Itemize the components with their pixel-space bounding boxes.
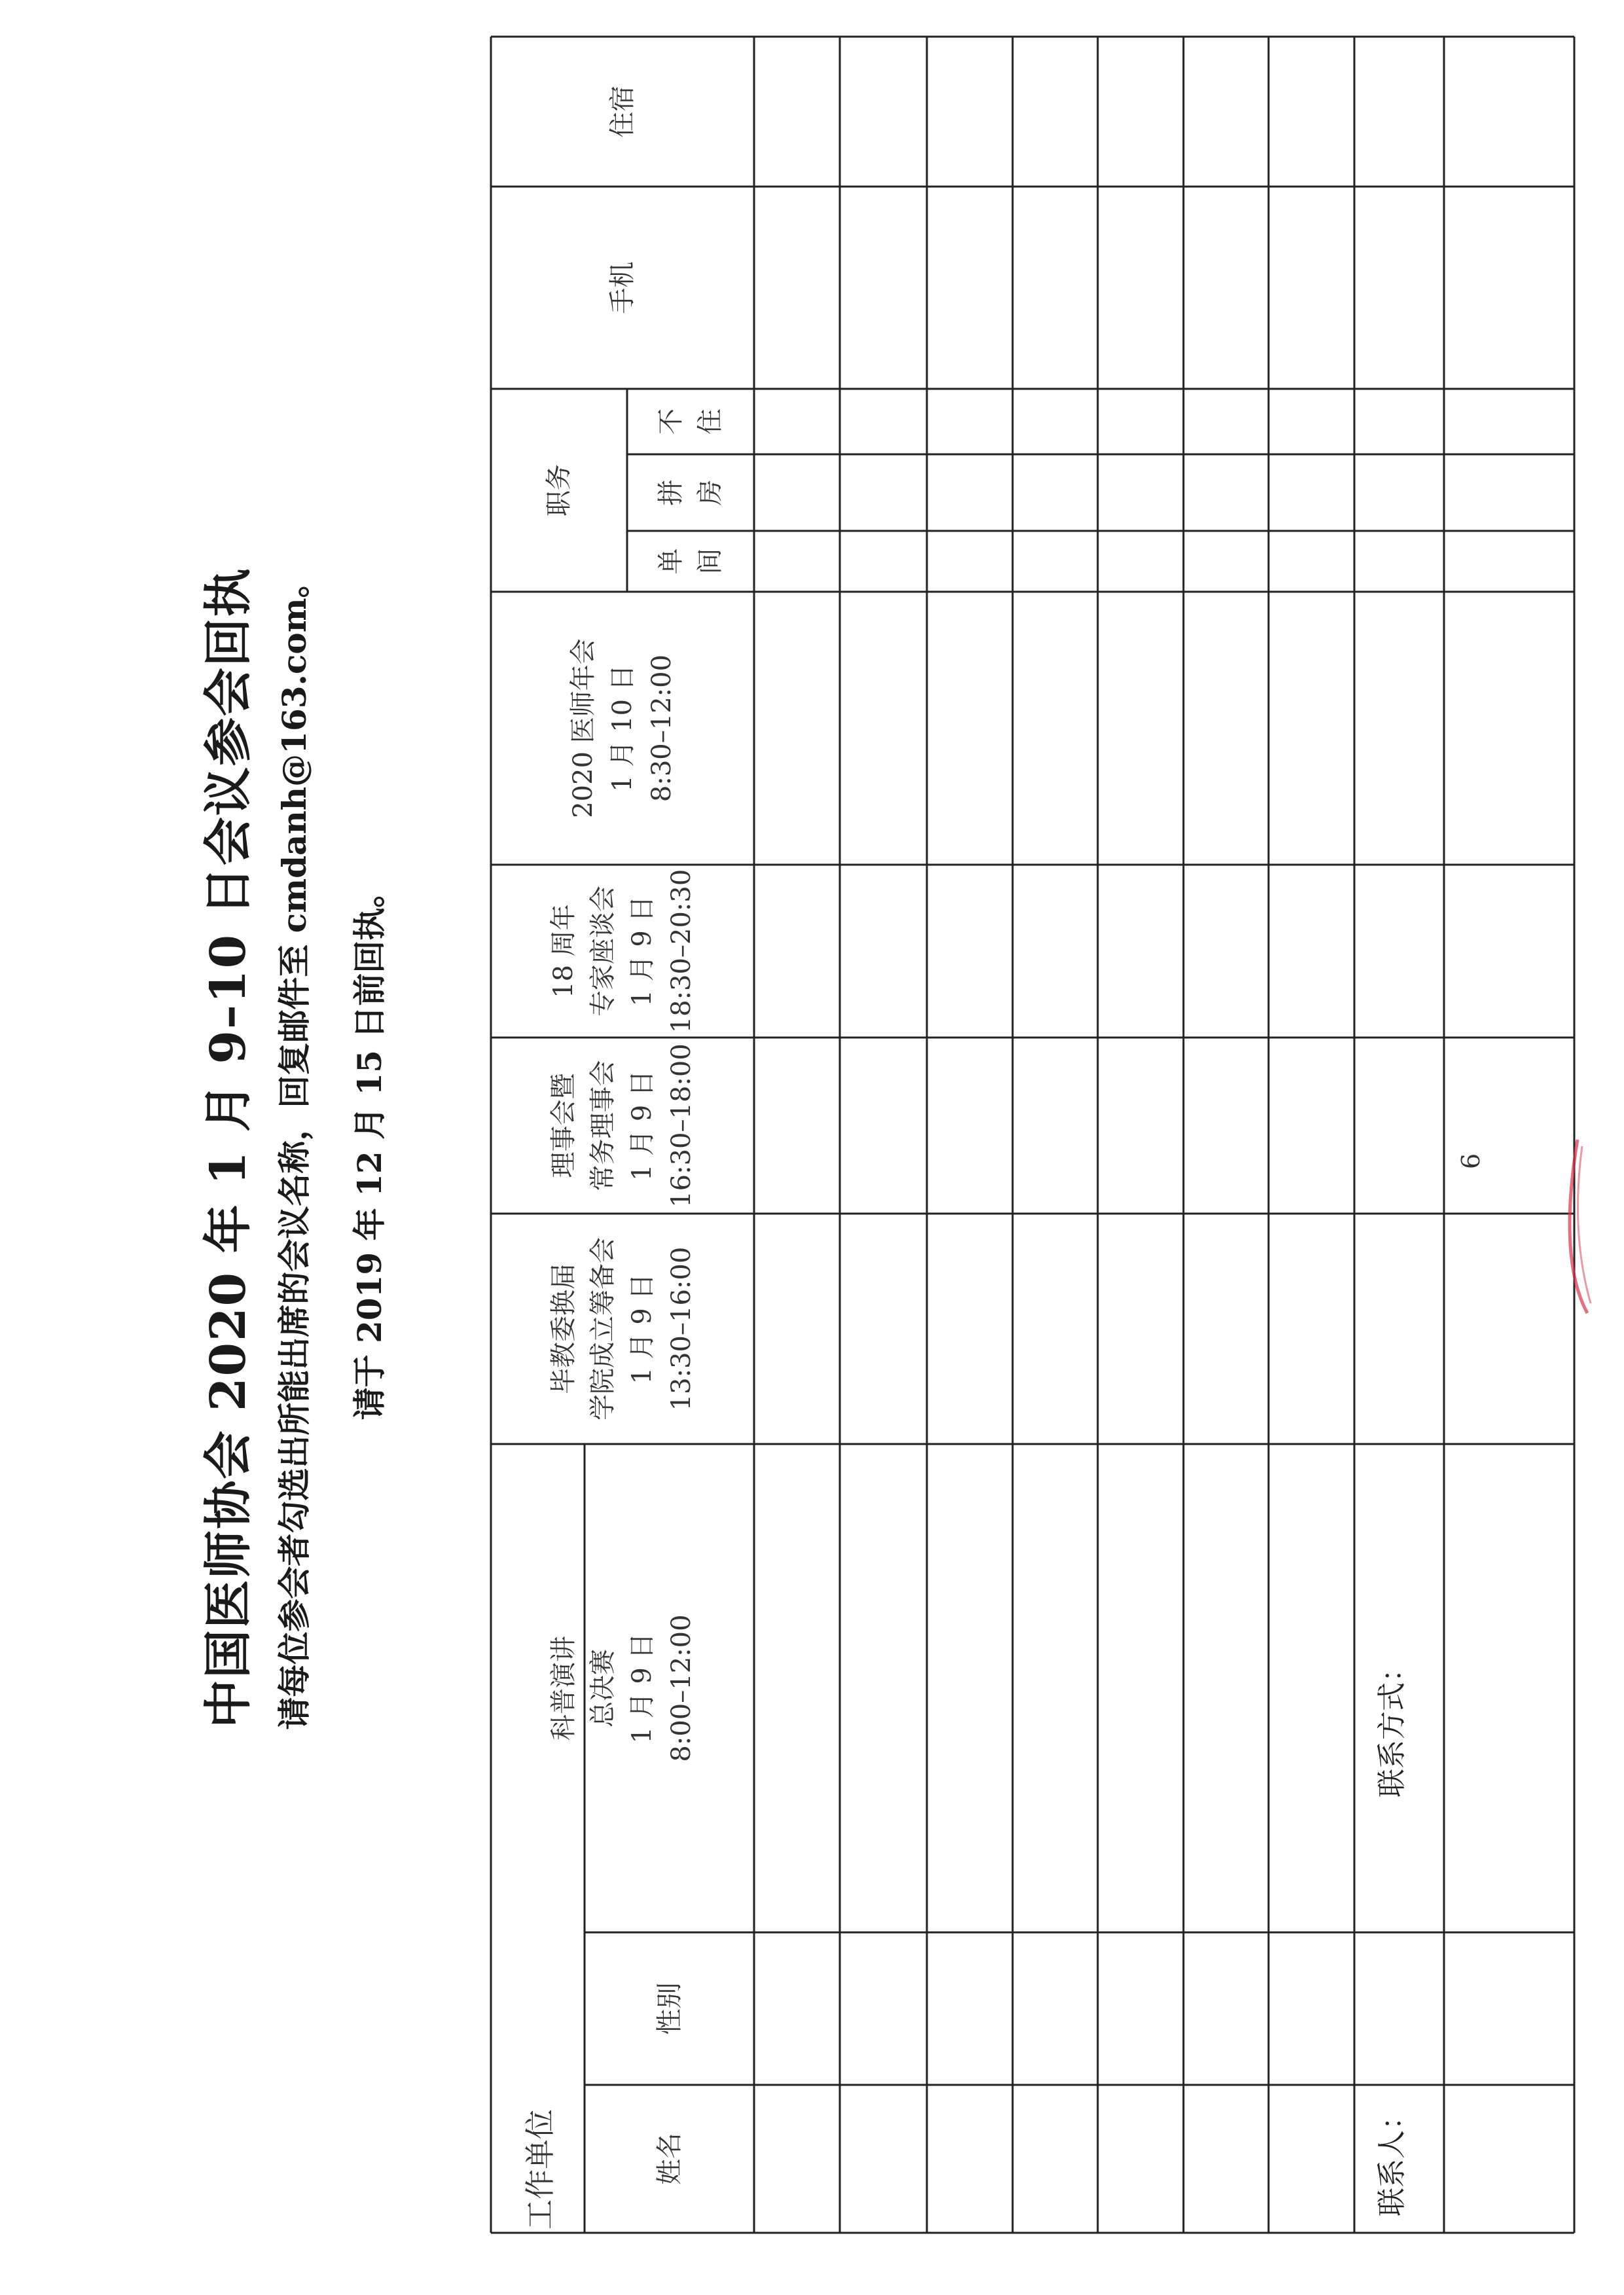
position-header: 职务 (544, 464, 574, 516)
lodging-header: 住宿 (607, 85, 638, 138)
contact-person-label: 联系人： (1375, 2101, 1409, 2216)
mobile-phone-header: 手机 (607, 261, 638, 314)
lodging-none-header: 不 住 (656, 408, 725, 435)
gender-header: 性别 (654, 1982, 685, 2035)
page-number: 6 (1456, 1153, 1485, 1169)
mobile-header: 单 间 (656, 548, 725, 575)
name-header: 姓名 (654, 2133, 685, 2185)
meeting-header-council: 理事会暨 常务理事会 1 月 9 日 16:30–18:00 (549, 1043, 696, 1208)
instruction-text: 请每位参会者勾选出所能出席的会议名称，回复邮件至 cmdanh@163.com。 (275, 565, 314, 1730)
work-unit-header: 工作单位 (522, 2109, 558, 2230)
page-title: 中国医师协会 2020 年 1 月 9–10 日会议参会回执 (200, 567, 257, 1728)
red-stamp-mark (1561, 1133, 1600, 1316)
lodging-shared-header: 拼 房 (656, 479, 725, 506)
meeting-header-annual-conference: 2020 医师年会 1 月 10 日 8:30–12:00 (568, 638, 677, 818)
meeting-header-committee-election: 毕教委换届 学院成立筹备会 1 月 9 日 13:30–16:00 (549, 1237, 696, 1420)
meeting-header-anniversary-forum: 18 周年 专家座谈会 1 月 9 日 18:30–20:30 (549, 869, 696, 1034)
deadline-text: 请于 2019 年 12 月 15 日前回执。 (350, 875, 389, 1420)
contact-method-label: 联系方式： (1375, 1653, 1409, 1798)
meeting-header-speech-final: 科普演讲 总决赛 1 月 9 日 8:00–12:00 (549, 1614, 696, 1762)
